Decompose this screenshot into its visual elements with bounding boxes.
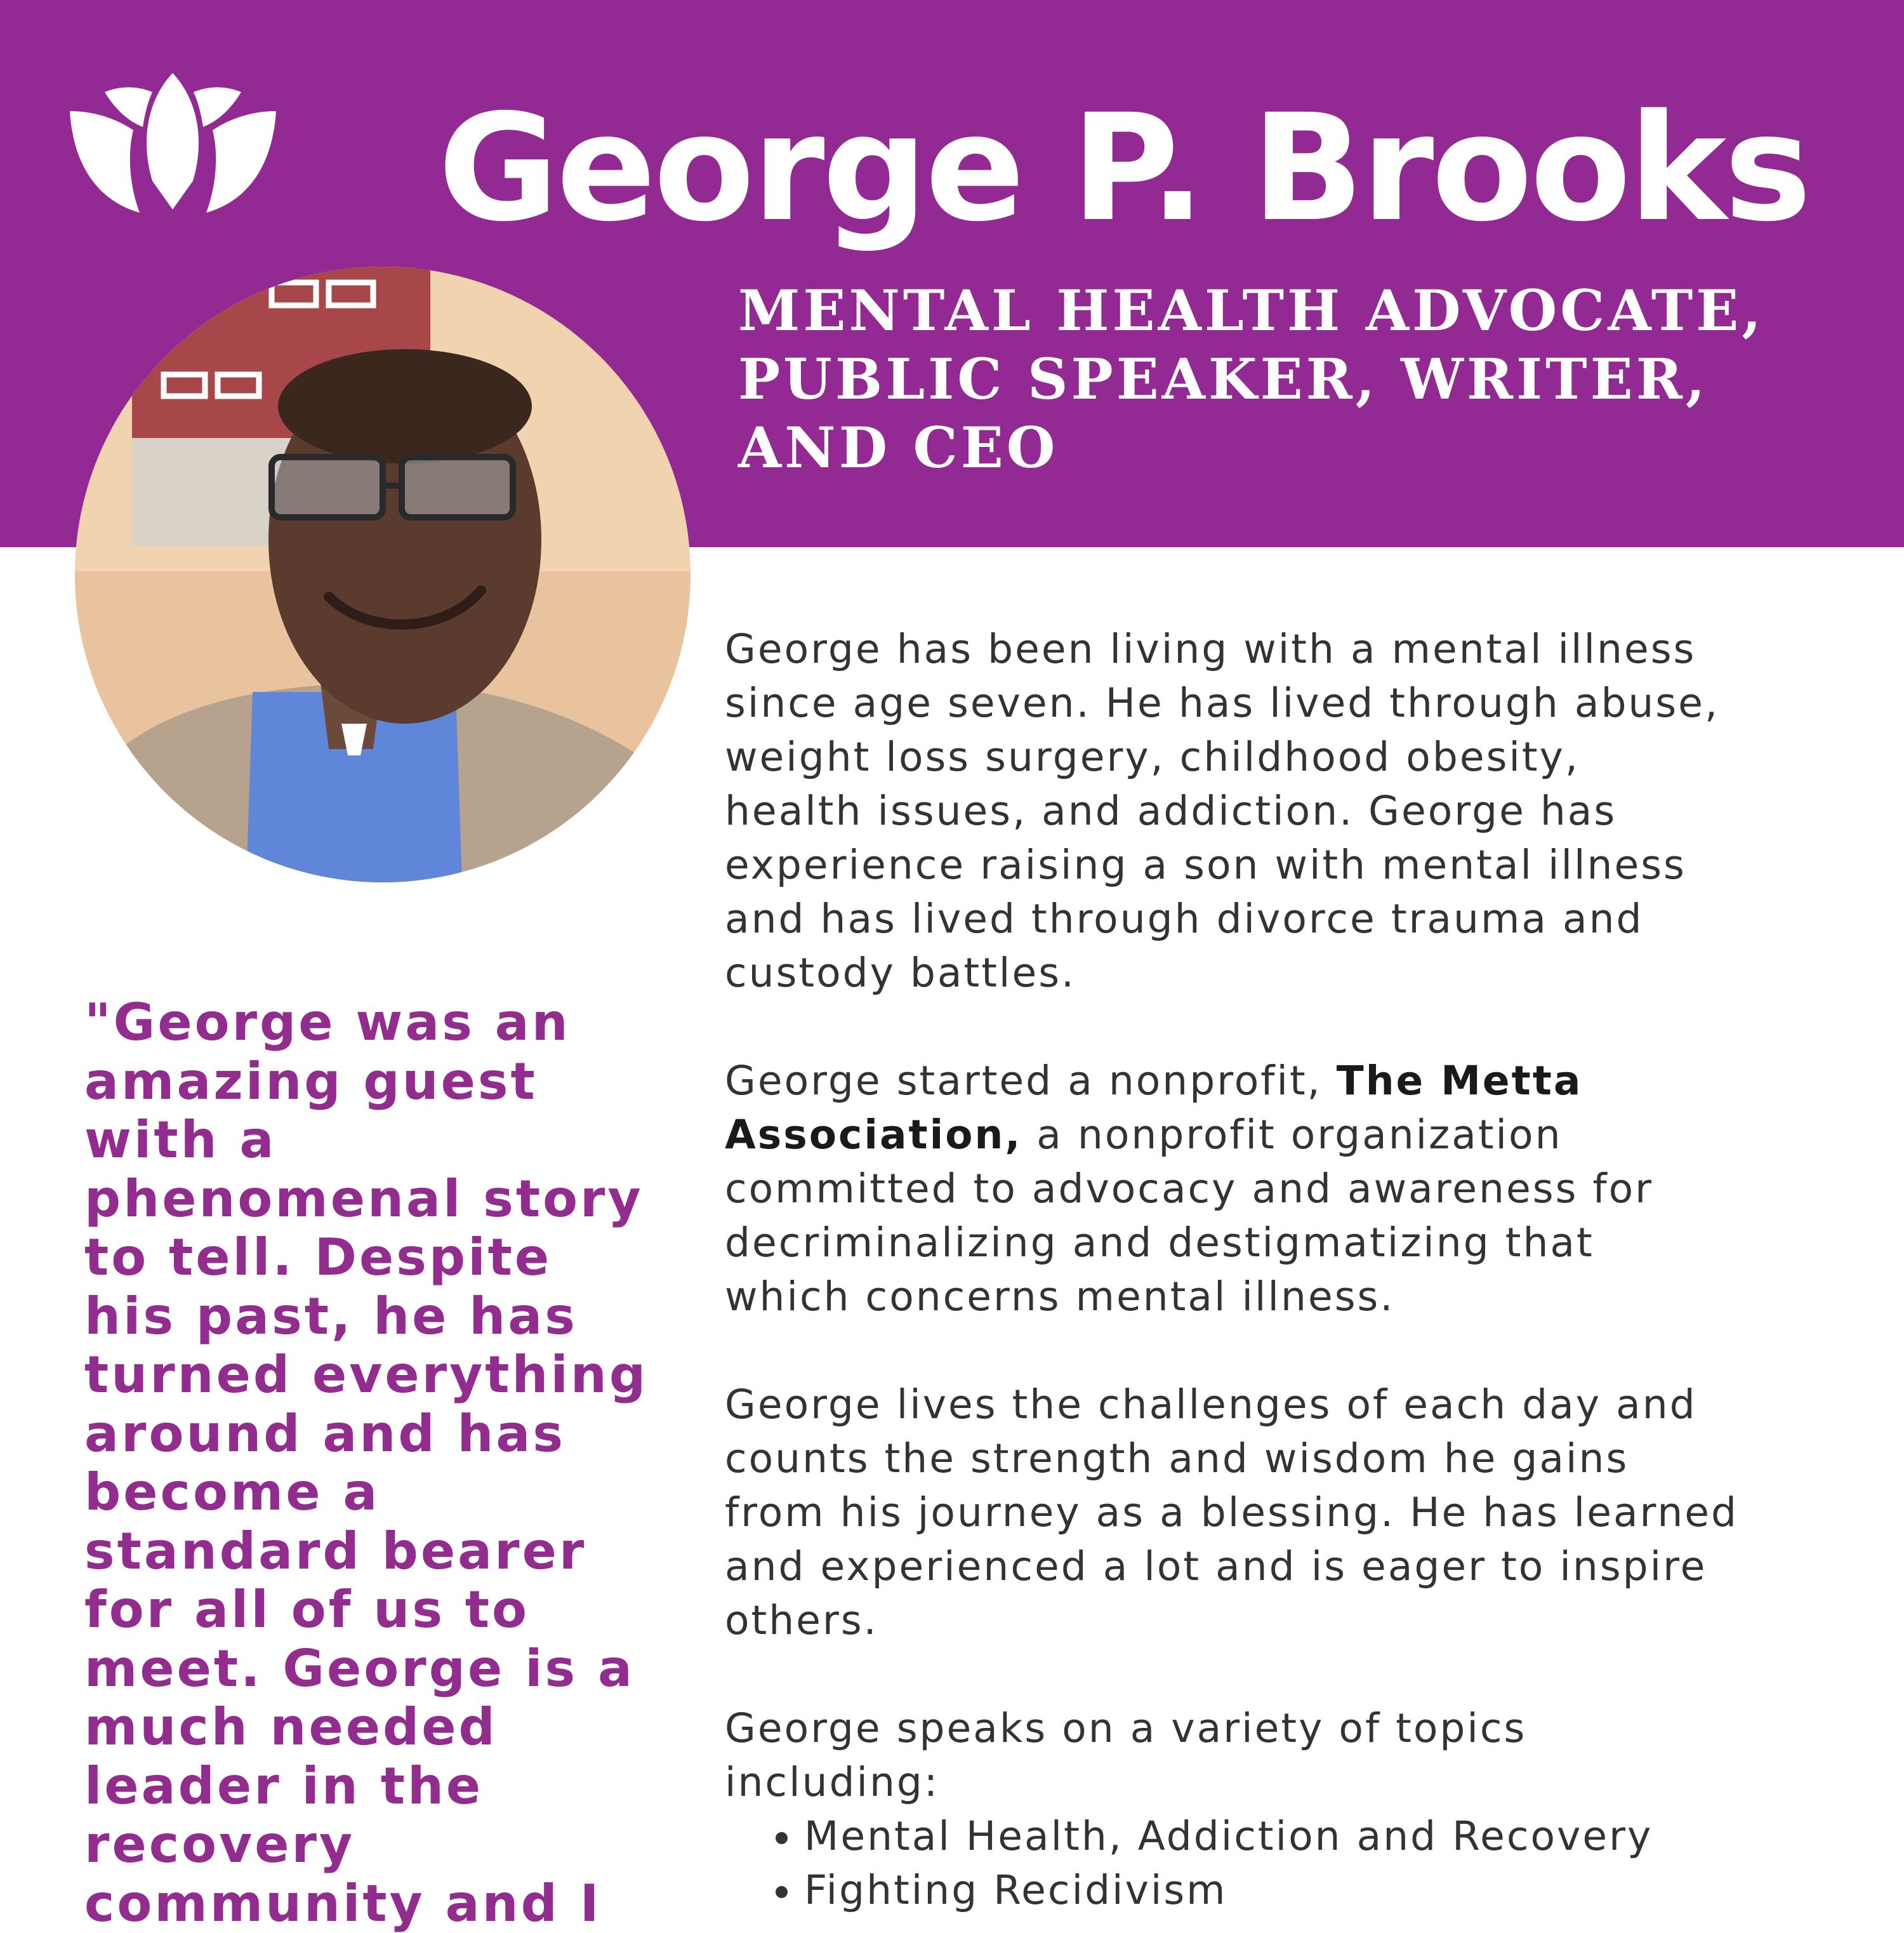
text-line: decriminalizing and destigmatizing that [725,1219,1594,1266]
text-line: George speaks on a variety of topics [725,1705,1526,1751]
text-line: George started a nonprofit, [725,1058,1337,1104]
text-line: including: [725,1759,939,1805]
list-item: • Fighting Recidivism [804,1863,1880,1917]
quote-line: much needed [84,1698,694,1757]
quote-line: leader in the [84,1757,694,1816]
bio-text [725,622,1880,1917]
lotus-icon [70,73,276,225]
text-line: counts the strength and wisdom he gains [725,1435,1629,1482]
quote-line: meet. George is a [84,1640,694,1699]
org-name: Association, [725,1112,1022,1158]
text-line: committed to advocacy and awareness for [725,1166,1653,1212]
role-line: MENTAL HEALTH ADVOCATE, [738,276,1855,345]
quote-line: community and I [84,1875,694,1933]
text-line: since age seven. He has lived through abuse, [725,680,1719,726]
text-line: and has lived through divorce trauma and [725,896,1644,942]
quote-line: become a [84,1463,694,1522]
text-line: and experienced a lot and is eager to inspire [725,1543,1707,1590]
bio-paragraph-4 [725,1701,1880,1809]
text-line: others. [725,1597,878,1644]
text-line: George has been living with a mental illness [725,626,1696,672]
text-line: which concerns mental illness. [725,1273,1394,1320]
quote-line: turned everything [84,1346,694,1405]
text-line: a nonprofit organization [1022,1112,1562,1158]
quote-line: to tell. Despite [84,1228,694,1287]
text-line: from his journey as a blessing. He has learned [725,1489,1738,1536]
text-line: custody battles. [725,950,1076,996]
role-line: PUBLIC SPEAKER, WRITER, [738,345,1855,413]
list-item: • Mental Health, Addiction and Recovery [804,1809,1880,1863]
bio-paragraph-1 [725,622,1880,1000]
quote-line: recovery [84,1816,694,1875]
text-line: George lives the challenges of each day and [725,1381,1697,1428]
role-line: AND CEO [738,413,1855,482]
quote-line: standard bearer [84,1522,694,1581]
topics-list [725,1809,1880,1917]
quote-line: amazing guest [84,1053,694,1112]
text-line: health issues, and addiction. George has [725,788,1616,834]
quote-line: his past, he has [84,1287,694,1346]
role-subtitle [738,276,1855,482]
quote-line: "George was an [84,993,694,1053]
quote-line: with a [84,1111,694,1170]
bio-paragraph-3 [725,1378,1880,1647]
quote-line: around and has [84,1405,694,1464]
org-name: The Metta [1337,1058,1583,1104]
portrait-photo [75,267,691,882]
bio-paragraph-2 [725,1054,1880,1324]
page-title: George P. Brooks [438,79,1872,257]
text-line: weight loss surgery, childhood obesity, [725,734,1580,780]
quote-line: phenomenal story [84,1170,694,1229]
quote-line: for all of us to [84,1581,694,1640]
text-line: experience raising a son with mental illness [725,842,1686,888]
testimonial-quote [84,993,694,1933]
